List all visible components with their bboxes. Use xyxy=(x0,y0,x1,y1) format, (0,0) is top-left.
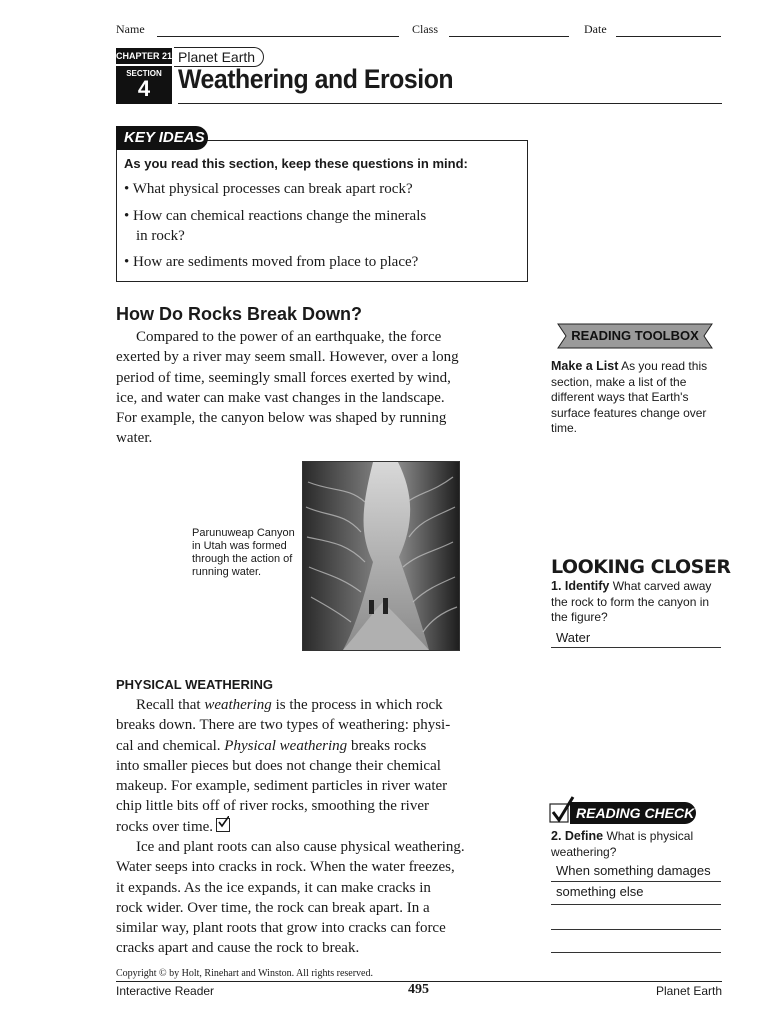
text-run: rocks over time. xyxy=(116,818,214,835)
key-question-2-line-2: in rock? xyxy=(136,228,185,244)
ice-roots-paragraph xyxy=(116,837,516,959)
footer-right: Planet Earth xyxy=(655,984,722,998)
text-run: cal and chemical. xyxy=(116,737,225,754)
reading-check-label: READING CHECK xyxy=(570,802,696,824)
text-line: Compared to the power of an earthquake, the force xyxy=(136,329,442,345)
text-line: it expands. As the ice expands, it can make cracks in xyxy=(116,879,431,896)
name-label: Name xyxy=(116,22,145,36)
key-question-2-line-1: • How can chemical reactions change the minerals xyxy=(124,208,427,224)
key-question-2 xyxy=(124,206,514,246)
answer-2-rule-2 xyxy=(551,904,721,905)
answer-1[interactable]: Water xyxy=(556,630,591,645)
answer-2-line-2[interactable]: something else xyxy=(556,884,644,899)
answer-1-line xyxy=(551,647,721,648)
text-line: cracks apart and cause the rock to break. xyxy=(116,940,360,957)
section-number: 4 xyxy=(137,76,151,101)
key-ideas-tab: KEY IDEAS xyxy=(116,126,208,150)
text-run: breaks rocks xyxy=(347,737,427,754)
class-field[interactable] xyxy=(449,36,569,37)
text-run: Recall that xyxy=(136,697,205,713)
text-line: Water seeps into cracks in rock. When the water freezes, xyxy=(116,859,455,876)
subheading-physical-weathering: PHYSICAL WEATHERING xyxy=(116,677,273,692)
question-2-body: What is physical weathering? xyxy=(551,829,694,859)
text-line: For example, the canyon below was shaped by running xyxy=(116,410,447,427)
toolbox-text xyxy=(551,359,726,437)
text-line: rock wider. Over time, the rock can break apart. In a xyxy=(116,899,430,916)
answer-2-rule-4[interactable] xyxy=(551,952,721,953)
text-line: Ice and plant roots can also cause physical weathering. xyxy=(136,839,465,855)
text-line: makeup. For example, sediment particles in river water xyxy=(116,778,448,795)
text-line: ice, and water can make vast changes in the landscape. xyxy=(116,389,445,406)
answer-2-rule-1 xyxy=(551,881,721,882)
canyon-illustration xyxy=(303,462,459,650)
date-field[interactable] xyxy=(616,36,721,37)
class-label: Class xyxy=(412,22,439,36)
answer-2-rule-3[interactable] xyxy=(551,929,721,930)
key-question-1: • What physical processes can break apart rock? xyxy=(124,181,413,197)
toolbox-head: Make a List xyxy=(551,359,619,373)
key-ideas-intro: As you read this section, keep these questions in mind: xyxy=(124,156,468,171)
text-line: breaks down. There are two types of weathering: physi- xyxy=(116,717,451,734)
toolbox-body: As you read this section, make a list of the different ways that Earth's surface features change over time. xyxy=(551,359,708,435)
reading-toolbox-label: READING TOOLBOX xyxy=(571,328,699,343)
text-line: water. xyxy=(116,430,153,447)
physical-weathering-paragraph xyxy=(116,695,516,837)
question-1-body: What carved away the rock to form the canyon in the figure? xyxy=(551,579,712,624)
text-run: is the process in which rock xyxy=(271,697,443,713)
text-line xyxy=(116,817,516,837)
text-line xyxy=(116,695,516,715)
text-line: into smaller pieces but does not change their chemical xyxy=(116,757,441,774)
title-rule xyxy=(178,103,722,104)
question-1-head: 1. Identify xyxy=(551,579,610,593)
section-badge xyxy=(116,66,172,104)
answer-2-line-1[interactable]: When something damages xyxy=(556,863,711,878)
name-field[interactable] xyxy=(157,36,399,37)
text-line: similar way, plant roots that grow into cracks can force xyxy=(116,920,446,937)
term-weathering: weathering xyxy=(204,697,272,713)
text-line: period of time, seemingly small forces exerted by wind, xyxy=(116,369,451,386)
question-2-head: 2. Define xyxy=(551,829,604,843)
text-line xyxy=(116,736,516,756)
key-question-3: • How are sediments moved from place to place? xyxy=(124,254,419,270)
figure-caption: Parunuweap Canyon in Utah was formed through the action of running water. xyxy=(192,527,295,578)
question-2 xyxy=(551,829,726,860)
looking-closer-heading: LOOKING CLOSER xyxy=(551,556,731,578)
date-label: Date xyxy=(584,22,607,36)
text-line: exerted by a river may seem small. However, over a long xyxy=(116,349,459,366)
question-1 xyxy=(551,579,726,626)
reading-toolbox-banner xyxy=(556,323,714,349)
footer-left: Interactive Reader xyxy=(116,984,215,998)
copyright: Copyright © by Holt, Rinehart and Winston. All rights reserved. xyxy=(116,968,373,979)
section-label: SECTION xyxy=(126,69,162,78)
reading-check-marker-icon xyxy=(216,818,230,832)
intro-paragraph xyxy=(116,327,516,449)
canyon-photo xyxy=(302,461,460,651)
chapter-title: Planet Earth xyxy=(174,47,264,67)
chapter-label: CHAPTER 21 xyxy=(116,48,172,64)
section-heading: How Do Rocks Break Down? xyxy=(116,304,363,324)
text-line: chip little bits off of river rocks, smoothing the river xyxy=(116,798,429,815)
page-number: 495 xyxy=(408,982,429,997)
page-title: Weathering and Erosion xyxy=(178,64,454,94)
term-physical-weathering: Physical weathering xyxy=(224,737,348,754)
